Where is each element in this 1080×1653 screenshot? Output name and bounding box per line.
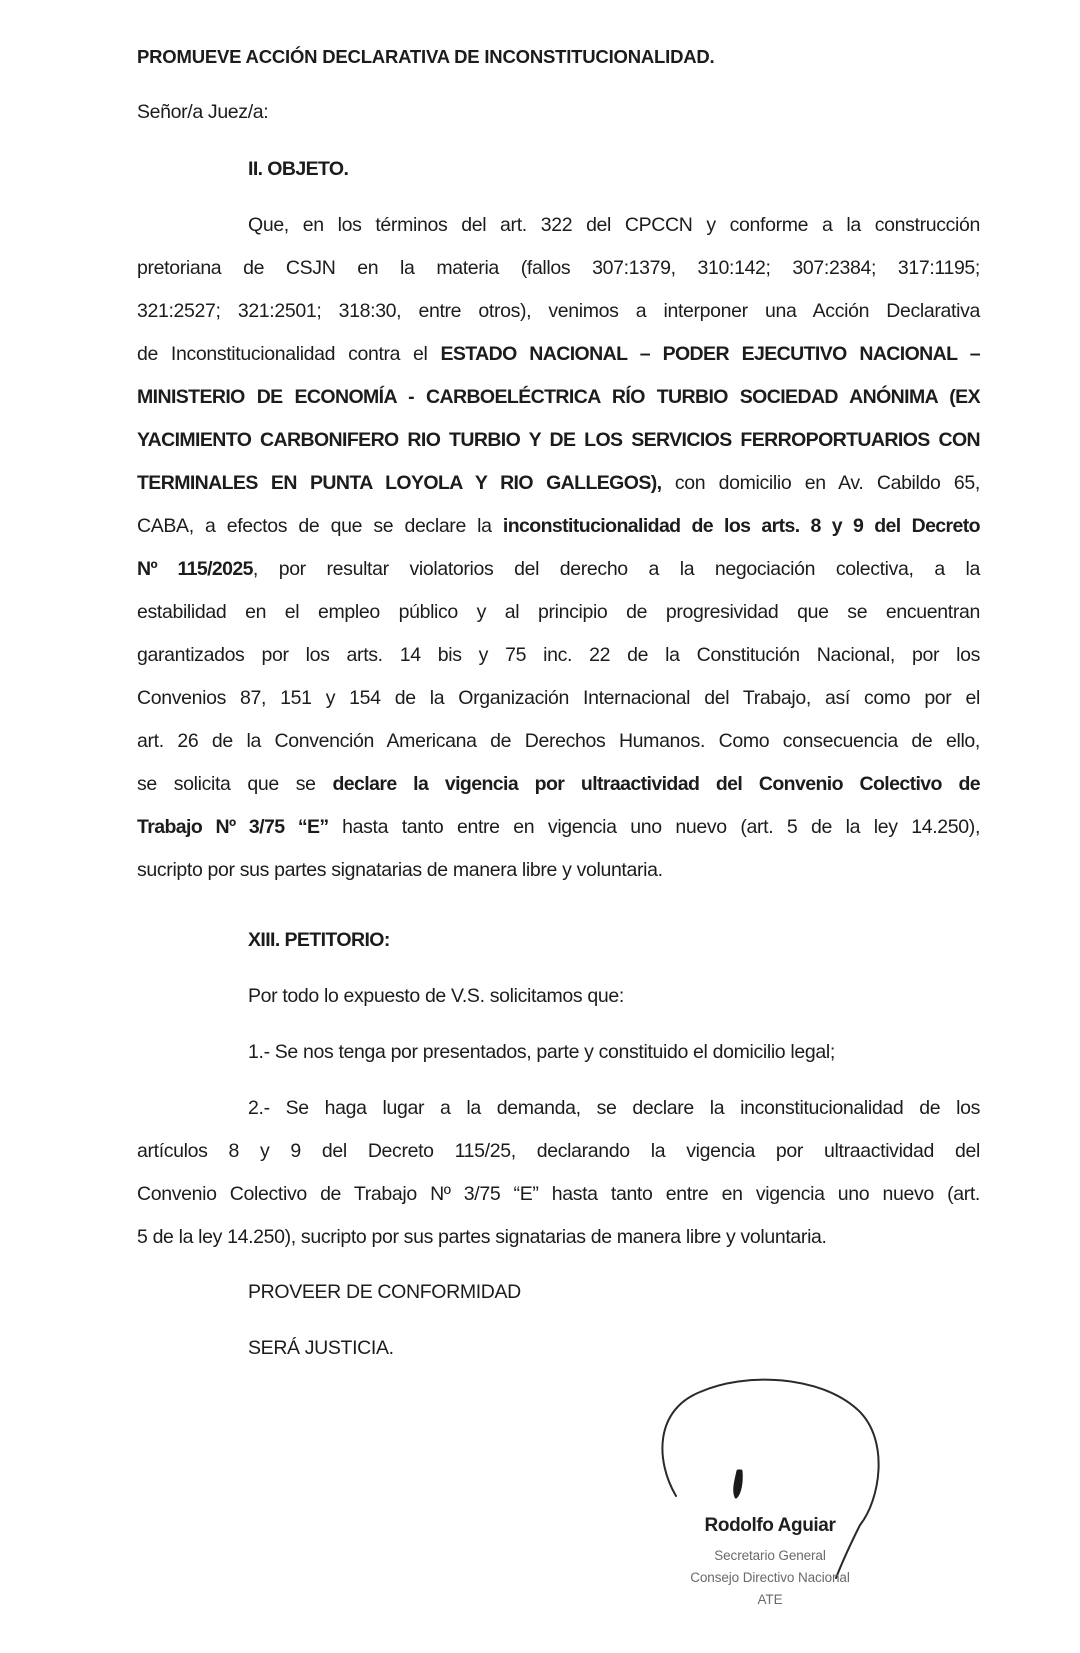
bold-text-run: Nº 115/2025	[137, 558, 253, 580]
bold-text-run: inconstitucionalidad de los arts. 8 y 9 del Decreto	[502, 515, 980, 537]
bold-text-run: Trabajo Nº 3/75 “E”	[137, 816, 329, 838]
text-run: se solicita que se	[137, 773, 333, 795]
document-heading: PROMUEVE ACCIÓN DECLARATIVA DE INCONSTITUCIONALIDAD.	[137, 46, 715, 67]
section-petitorio-title: XIII. PETITORIO:	[248, 929, 390, 951]
objeto-line	[137, 772, 980, 796]
closing-proveer: PROVEER DE CONFORMIDAD	[248, 1281, 521, 1303]
text-run: de Inconstitucionalidad contra el	[137, 343, 441, 365]
signature-mark	[735, 1471, 742, 1497]
text-run: , por resultar violatorios del derecho a la negociación colectiva, a la	[252, 558, 980, 580]
signatory-organization: Consejo Directivo Nacional	[690, 1570, 850, 1585]
bold-text-run: ESTADO NACIONAL – PODER EJECUTIVO NACIONAL –	[440, 343, 980, 365]
bold-text-run: declare la vigencia por ultraactividad del Convenio Colectivo de	[332, 773, 980, 795]
petitorio-item-2-line: Convenio Colectivo de Trabajo Nº 3/75 “E” hasta tanto entre en vigencia uno nuevo (art.	[137, 1183, 980, 1205]
petitorio-item-2-line: artículos 8 y 9 del Decreto 115/25, declarando la vigencia por ultraactividad del	[137, 1140, 980, 1162]
text-run: con domicilio en Av. Cabildo 65,	[661, 472, 980, 494]
objeto-line	[137, 729, 980, 753]
text-run: estabilidad en el empleo público y al principio de progresividad que se encuentran	[137, 601, 980, 623]
signatory-role: Secretario General	[714, 1548, 826, 1563]
petitorio-item-2-line: 2.- Se haga lugar a la demanda, se declare la inconstitucionalidad de los	[248, 1097, 980, 1119]
petitorio-intro: Por todo lo expuesto de V.S. solicitamos que:	[248, 985, 624, 1007]
objeto-line	[137, 342, 980, 366]
objeto-line	[137, 514, 980, 538]
objeto-line	[248, 213, 980, 237]
salutation: Señor/a Juez/a:	[137, 101, 269, 123]
objeto-line	[137, 385, 980, 409]
signatory-union: ATE	[757, 1592, 783, 1607]
text-run: sucripto por sus partes signatarias de manera libre y voluntaria.	[137, 859, 663, 881]
objeto-line	[137, 643, 980, 667]
objeto-line	[137, 428, 980, 452]
bold-text-run: TERMINALES EN PUNTA LOYOLA Y RIO GALLEGOS),	[137, 472, 662, 494]
objeto-line	[137, 256, 980, 280]
section-objeto-title: II. OBJETO.	[248, 158, 349, 180]
bold-text-run: MINISTERIO DE ECONOMÍA - CARBOELÉCTRICA RÍO TURBIO SOCIEDAD ANÓNIMA (EX	[137, 386, 980, 408]
objeto-line	[137, 858, 980, 882]
text-run: Que, en los términos del art. 322 del CPCCN y conforme a la construcción	[248, 214, 980, 236]
text-run: Convenios 87, 151 y 154 de la Organización Internacional del Trabajo, así como por el	[137, 687, 980, 709]
objeto-line	[137, 815, 980, 839]
petitorio-item-2-line: 5 de la ley 14.250), sucripto por sus partes signatarias de manera libre y voluntaria.	[137, 1226, 827, 1248]
signatory-name: Rodolfo Aguiar	[704, 1515, 836, 1536]
objeto-line	[137, 471, 980, 495]
petitorio-item-1: 1.- Se nos tenga por presentados, parte y constituido el domicilio legal;	[248, 1041, 835, 1063]
text-run: garantizados por los arts. 14 bis y 75 inc. 22 de la Constitución Nacional, por los	[137, 644, 980, 666]
bold-text-run: YACIMIENTO CARBONIFERO RIO TURBIO Y DE LOS SERVICIOS FERROPORTUARIOS CON	[137, 429, 980, 451]
text-run: hasta tanto entre en vigencia uno nuevo (art. 5 de la ley 14.250),	[328, 816, 981, 838]
objeto-line	[137, 299, 980, 323]
objeto-line	[137, 557, 980, 581]
text-run: 321:2527; 321:2501; 318:30, entre otros), venimos a interponer una Acción Declarativa	[137, 300, 980, 322]
objeto-line	[137, 600, 980, 624]
text-run: CABA, a efectos de que se declare la	[137, 515, 503, 537]
objeto-line	[137, 686, 980, 710]
text-run: pretoriana de CSJN en la materia (fallos 307:1379, 310:142; 307:2384; 317:1195;	[137, 257, 980, 279]
text-run: art. 26 de la Convención Americana de Derechos Humanos. Como consecuencia de ello,	[137, 730, 980, 752]
closing-justicia: SERÁ JUSTICIA.	[248, 1337, 394, 1359]
